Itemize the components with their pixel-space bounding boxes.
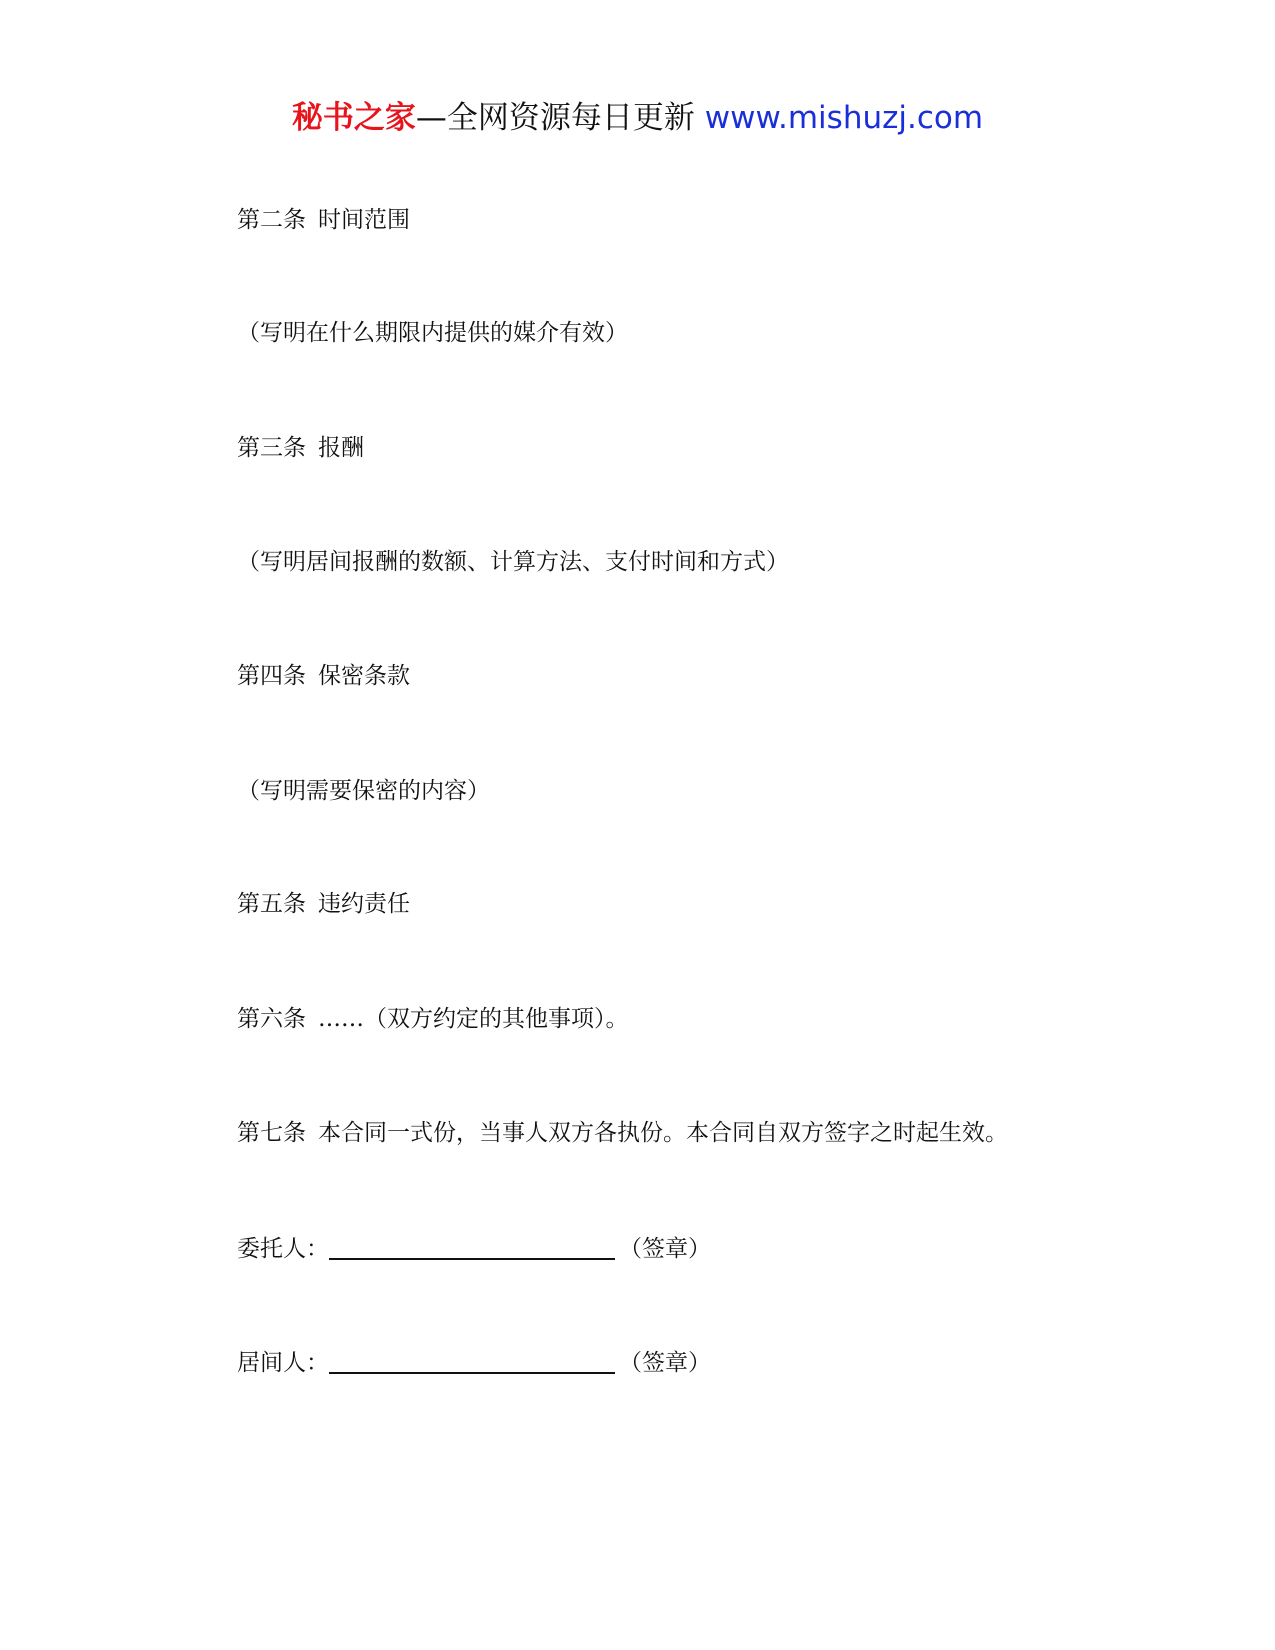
- clause-2-title: 时间范围: [318, 207, 410, 233]
- signature-broker: [237, 1348, 711, 1378]
- clause-2-heading: 第二条: [237, 207, 306, 233]
- header-tagline: —全网资源每日更新: [415, 100, 695, 136]
- clause-5-title: 违约责任: [318, 891, 410, 917]
- clause-7: [237, 1118, 1008, 1148]
- site-url-link[interactable]: www.mishuzj.com: [704, 100, 984, 136]
- signature-broker-label: 居间人：: [237, 1350, 329, 1376]
- clause-6: [237, 1004, 629, 1034]
- clause-6-title: ……（双方约定的其他事项）。: [318, 1006, 629, 1032]
- signature-broker-line[interactable]: [329, 1348, 615, 1374]
- clause-3-heading: 第三条: [237, 435, 306, 461]
- signature-client: [237, 1234, 711, 1264]
- clause-5-heading: 第五条: [237, 891, 306, 917]
- clause-6-heading: 第六条: [237, 1006, 306, 1032]
- clause-2: [237, 205, 410, 235]
- signature-client-suffix: （签章）: [619, 1236, 711, 1262]
- clause-4-heading: 第四条: [237, 663, 306, 689]
- clause-2-note: （写明在什么期限内提供的媒介有效）: [237, 320, 628, 346]
- clause-7-heading: 第七条: [237, 1120, 306, 1146]
- clause-3-title: 报酬: [318, 435, 364, 461]
- signature-client-label: 委托人：: [237, 1236, 329, 1262]
- signature-client-line[interactable]: [329, 1234, 615, 1260]
- site-header: [0, 98, 1275, 138]
- clause-3-note: （写明居间报酬的数额、计算方法、支付时间和方式）: [237, 549, 789, 575]
- signature-broker-suffix: （签章）: [619, 1350, 711, 1376]
- clause-4-title: 保密条款: [318, 663, 410, 689]
- clause-5: [237, 889, 410, 919]
- clause-7-title: 本合同一式份，当事人双方各执份。本合同自双方签字之时起生效。: [318, 1120, 1008, 1146]
- clause-4-note: （写明需要保密的内容）: [237, 778, 490, 804]
- clause-4: [237, 661, 410, 691]
- brand-name: 秘书之家: [291, 100, 416, 136]
- clause-3: [237, 433, 364, 463]
